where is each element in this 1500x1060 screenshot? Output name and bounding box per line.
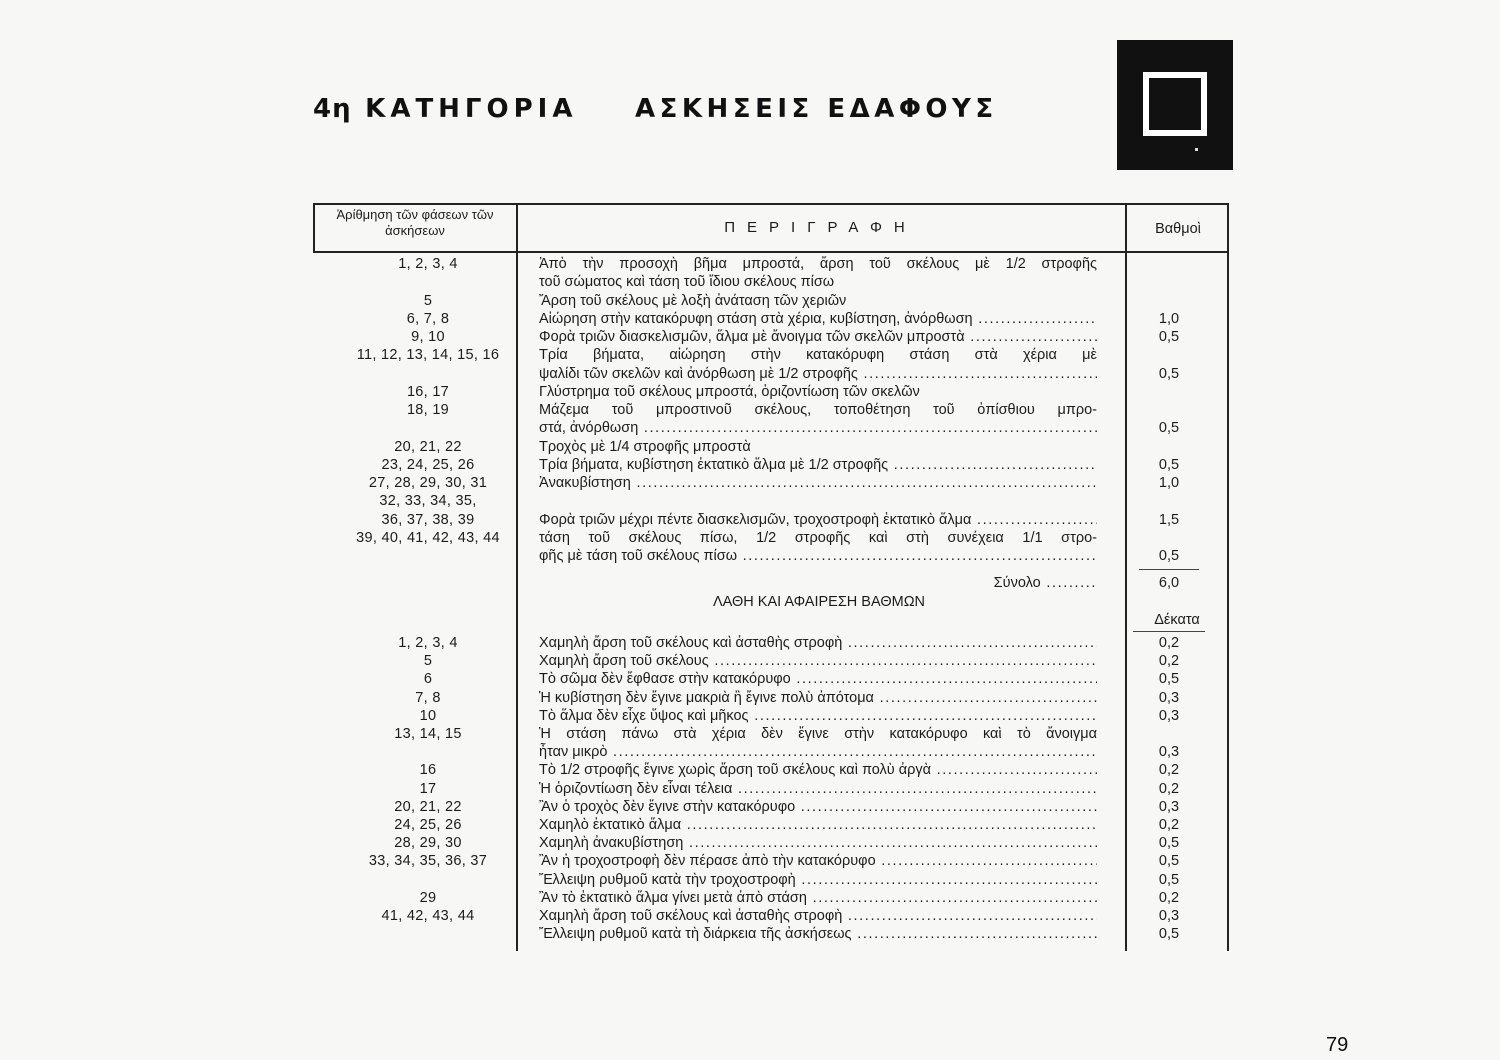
table-row (313, 761, 1229, 779)
description: στά, ἀνόρθωση ..... (539, 419, 1097, 437)
total-underline (1139, 569, 1199, 570)
grade-value: 0,5 (1158, 835, 1180, 852)
description: Χαμηλὸ ἐκτατικὸ ἅλμα ..... (539, 816, 1097, 834)
table-row (313, 852, 1229, 870)
total-label: Σύνολο ..... (994, 575, 1097, 591)
grade-value: 0,3 (1158, 707, 1180, 724)
description: Ἔλλειψη ρυθμοῦ κατὰ τὴν τροχοστροφὴ ..... (539, 871, 1097, 889)
table-row (313, 438, 1229, 456)
phase-numbers: 11, 12, 13, 14, 15, 16 (356, 347, 500, 364)
grade-value: 0,2 (1158, 653, 1180, 670)
column-header-grades: Βαθμοὶ (1155, 221, 1201, 237)
description: Ἡ ὁριζοντίωση δὲν εἶναι τέλεια ..... (539, 780, 1097, 798)
description: Ἡ κυβίστηση δὲν ἔγινε μακριὰ ἢ ἔγινε πολὺ ἀπότομα ..... (539, 689, 1097, 707)
phase-numbers: 17 (419, 780, 437, 797)
description: Τὸ σῶμα δὲν ἔφθασε στὴν κατακόρυφο ..... (539, 670, 1097, 688)
table-row (313, 383, 1229, 401)
description: Ἄρση τοῦ σκέλους μὲ λοξὴ ἀνάταση τῶν χεριῶν (539, 292, 847, 309)
errors-section-title: ΛΑΘΗ ΚΑΙ ΑΦΑΙΡΕΣΗ ΒΑΘΜΩΝ (712, 594, 926, 610)
phase-numbers: 18, 19 (406, 402, 450, 418)
grade-value: 1,0 (1158, 475, 1180, 491)
description: Ἂν ὁ τροχὸς δὲν ἔγινε στὴν κατακόρυφο ..... (539, 798, 1097, 816)
grade-value: 0,2 (1158, 635, 1180, 651)
table-row (313, 328, 1229, 346)
total-row (313, 574, 1229, 592)
description: Ἂν τὸ ἐκτατικὸ ἅλμα γίνει μετὰ ἀπὸ στάση ..... (539, 889, 1097, 907)
grade-value: 0,3 (1158, 908, 1180, 924)
phase-numbers: 1, 2, 3, 4 (398, 256, 458, 272)
phase-numbers: 41, 42, 43, 44 (381, 908, 475, 924)
page-number: 79 (1326, 1034, 1349, 1056)
description: Χαμηλὴ ἀνακυβίστηση ..... (539, 834, 1097, 852)
phase-numbers: 28, 29, 30 (394, 835, 462, 852)
phase-numbers: 5 (423, 653, 433, 670)
square-outline-icon (1143, 72, 1207, 136)
phase-numbers: 36, 37, 38, 39 (381, 511, 475, 528)
table-row (313, 511, 1229, 529)
description: Τὸ ἅλμα δὲν εἶχε ὕψος καὶ μῆκος ..... (539, 707, 1097, 725)
table-row (313, 474, 1229, 492)
description: Ἡ στάση πάνω στὰ χέρια δὲν ἔγινε στὴν κατακόρυφο καὶ τὸ ἄνοιγμα (539, 726, 1097, 742)
phase-numbers: 20, 21, 22 (394, 438, 462, 455)
table-row (313, 780, 1229, 798)
table-row (313, 255, 1229, 273)
tenths-label: Δέκατα (1154, 612, 1200, 628)
description: Ἔλλειψη ρυθμοῦ κατὰ τὴ διάρκεια τῆς ἀσκήσεως ..... (539, 925, 1097, 943)
table-row (313, 346, 1229, 364)
grade-value: 0,5 (1158, 329, 1180, 345)
description: Γλύστρημα τοῦ σκέλους μπροστά, ὁριζοντίωση τῶν σκελῶν (539, 383, 920, 400)
table-row (313, 365, 1229, 383)
phase-numbers: 23, 24, 25, 26 (381, 456, 475, 473)
phase-numbers: 13, 14, 15 (394, 726, 462, 742)
grade-value: 0,2 (1158, 817, 1180, 833)
description: ψαλίδι τῶν σκελῶν καὶ ἀνόρθωση μὲ 1/2 στροφῆς ..... (539, 365, 1097, 383)
category-number: 4η (313, 94, 352, 124)
grade-value: 0,2 (1158, 762, 1180, 779)
category-word: ΚΑΤΗΓΟΡΙΑ (365, 94, 578, 124)
phase-numbers: 39, 40, 41, 42, 43, 44 (356, 529, 500, 546)
dot-mark (1195, 148, 1198, 151)
table-row (313, 743, 1229, 761)
phase-numbers: 6 (423, 671, 433, 688)
description: Αἰώρηση στὴν κατακόρυφη στάση στὰ χέρια, κυβίστηση, ἀνόρθωση ..... (539, 310, 1097, 328)
description: Φορὰ τριῶν μέχρι πέντε διασκελισμῶν, τροχοστροφὴ ἐκτατικὸ ἅλμα ..... (539, 511, 1097, 529)
grade-value: 1,0 (1158, 310, 1180, 327)
page-title (313, 94, 998, 124)
phase-numbers: 16, 17 (406, 383, 450, 400)
grade-value: 0,5 (1158, 671, 1180, 688)
table-row (313, 310, 1229, 328)
description: ἦταν μικρὸ ..... (539, 743, 1097, 761)
tenths-underline (1133, 631, 1205, 632)
grade-value: 0,3 (1158, 744, 1180, 761)
errors-title-row (313, 593, 1229, 611)
page-subtitle: ΑΣΚΗΣΕΙΣ ΕΔΑΦΟΥΣ (635, 94, 998, 124)
table-row (313, 634, 1229, 652)
table-row (313, 725, 1229, 743)
description: Φορὰ τριῶν διασκελισμῶν, ἅλμα μὲ ἄνοιγμα τῶν σκελῶν μπροστὰ ..... (539, 328, 1097, 346)
table-row (313, 816, 1229, 834)
table-row (313, 707, 1229, 725)
table-row (313, 292, 1229, 310)
phase-numbers: 33, 34, 35, 36, 37 (368, 853, 488, 870)
phase-numbers: 24, 25, 26 (394, 817, 462, 833)
phase-numbers: 5 (423, 292, 433, 309)
exercise-table (313, 203, 1229, 951)
description: Μάζεμα τοῦ μπροστινοῦ σκέλους, τοποθέτηση τοῦ ὀπίσθιου μπρο- (539, 402, 1097, 418)
table-row (313, 419, 1229, 437)
table-row (313, 689, 1229, 707)
description: φῆς μὲ τάση τοῦ σκέλους πίσω ..... (539, 547, 1097, 565)
grade-value: 0,2 (1158, 780, 1180, 797)
description: Ἂν ἡ τροχοστροφὴ δὲν πέρασε ἀπὸ τὴν κατακόρυφο ..... (539, 852, 1097, 870)
description: Τροχὸς μὲ 1/4 στροφῆς μπροστὰ (539, 438, 751, 455)
column-divider-1 (313, 203, 315, 251)
grade-value: 0,5 (1158, 456, 1180, 473)
table-row (313, 652, 1229, 670)
table-row (313, 401, 1229, 419)
column-header-description: ΠΕΡΙΓΡΑΦΗ (724, 219, 917, 236)
grade-value: 0,2 (1158, 889, 1180, 906)
tenths-row (313, 611, 1229, 629)
description: Τρία βήματα, κυβίστηση ἐκτατικὸ ἅλμα μὲ 1/2 στροφῆς ..... (539, 456, 1097, 474)
table-row (313, 798, 1229, 816)
table-row (313, 492, 1229, 510)
table-header-divider (313, 251, 1229, 253)
grade-value: 0,5 (1158, 926, 1180, 943)
grade-value: 0,5 (1158, 420, 1180, 437)
grade-value: 0,5 (1158, 853, 1180, 870)
phase-numbers: 29 (419, 889, 437, 906)
grade-value: 0,3 (1158, 798, 1180, 815)
phase-numbers: 1, 2, 3, 4 (398, 635, 458, 651)
description: Χαμηλὴ ἄρση τοῦ σκέλους καὶ ἀσταθὴς στροφὴ ..... (539, 907, 1097, 925)
description: Τὸ 1/2 στροφῆς ἔγινε χωρὶς ἄρση τοῦ σκέλους καὶ πολὺ ἀργὰ ..... (539, 761, 1097, 779)
phase-numbers: 10 (419, 707, 437, 724)
table-row (313, 547, 1229, 565)
description: Χαμηλὴ ἄρση τοῦ σκέλους ..... (539, 652, 1097, 670)
total-value: 6,0 (1158, 575, 1180, 591)
table-row (313, 273, 1229, 291)
table-row (313, 670, 1229, 688)
phase-numbers: 9, 10 (411, 329, 445, 345)
description: Ἀνακυβίστηση ..... (539, 474, 1097, 492)
table-row (313, 529, 1229, 547)
grade-value: 0,5 (1158, 365, 1180, 382)
column-header-phases: Ἀρίθμηση τῶν φάσεων τῶν ἀσκήσεων (336, 207, 494, 238)
table-row (313, 834, 1229, 852)
phase-numbers: 7, 8 (415, 689, 441, 706)
table-top-border (313, 203, 1229, 205)
phase-numbers: 20, 21, 22 (394, 798, 462, 815)
description: Ἀπὸ τὴν προσοχὴ βῆμα μπροστά, ἄρση τοῦ σκέλους μὲ 1/2 στροφῆς (539, 256, 1097, 272)
table-row (313, 871, 1229, 889)
grade-value: 0,5 (1158, 871, 1180, 888)
phase-numbers: 32, 33, 34, 35, (379, 493, 477, 510)
table-row (313, 889, 1229, 907)
description: Τρία βήματα, αἰώρηση στὴν κατακόρυφη στάση στὰ χέρια μὲ (539, 347, 1097, 364)
category-square-icon (1117, 40, 1233, 170)
total-label-cell (539, 574, 1097, 592)
table-row (313, 925, 1229, 943)
grade-value: 0,5 (1158, 548, 1180, 564)
phase-numbers: 16 (419, 762, 437, 779)
phase-numbers: 27, 28, 29, 30, 31 (368, 475, 488, 491)
description: τάση τοῦ σκέλους πίσω, 1/2 στροφῆς καὶ στὴ συνέχεια 1/1 στρο- (539, 529, 1097, 546)
table-row (313, 456, 1229, 474)
grade-value: 1,5 (1158, 511, 1180, 528)
grade-value: 0,3 (1158, 689, 1180, 706)
description: Χαμηλὴ ἄρση τοῦ σκέλους καὶ ἀσταθὴς στροφὴ ..... (539, 634, 1097, 652)
description: τοῦ σώματος καὶ τάση τοῦ ἴδιου σκέλους πίσω (539, 274, 835, 291)
phase-numbers: 6, 7, 8 (406, 310, 450, 327)
table-row (313, 907, 1229, 925)
